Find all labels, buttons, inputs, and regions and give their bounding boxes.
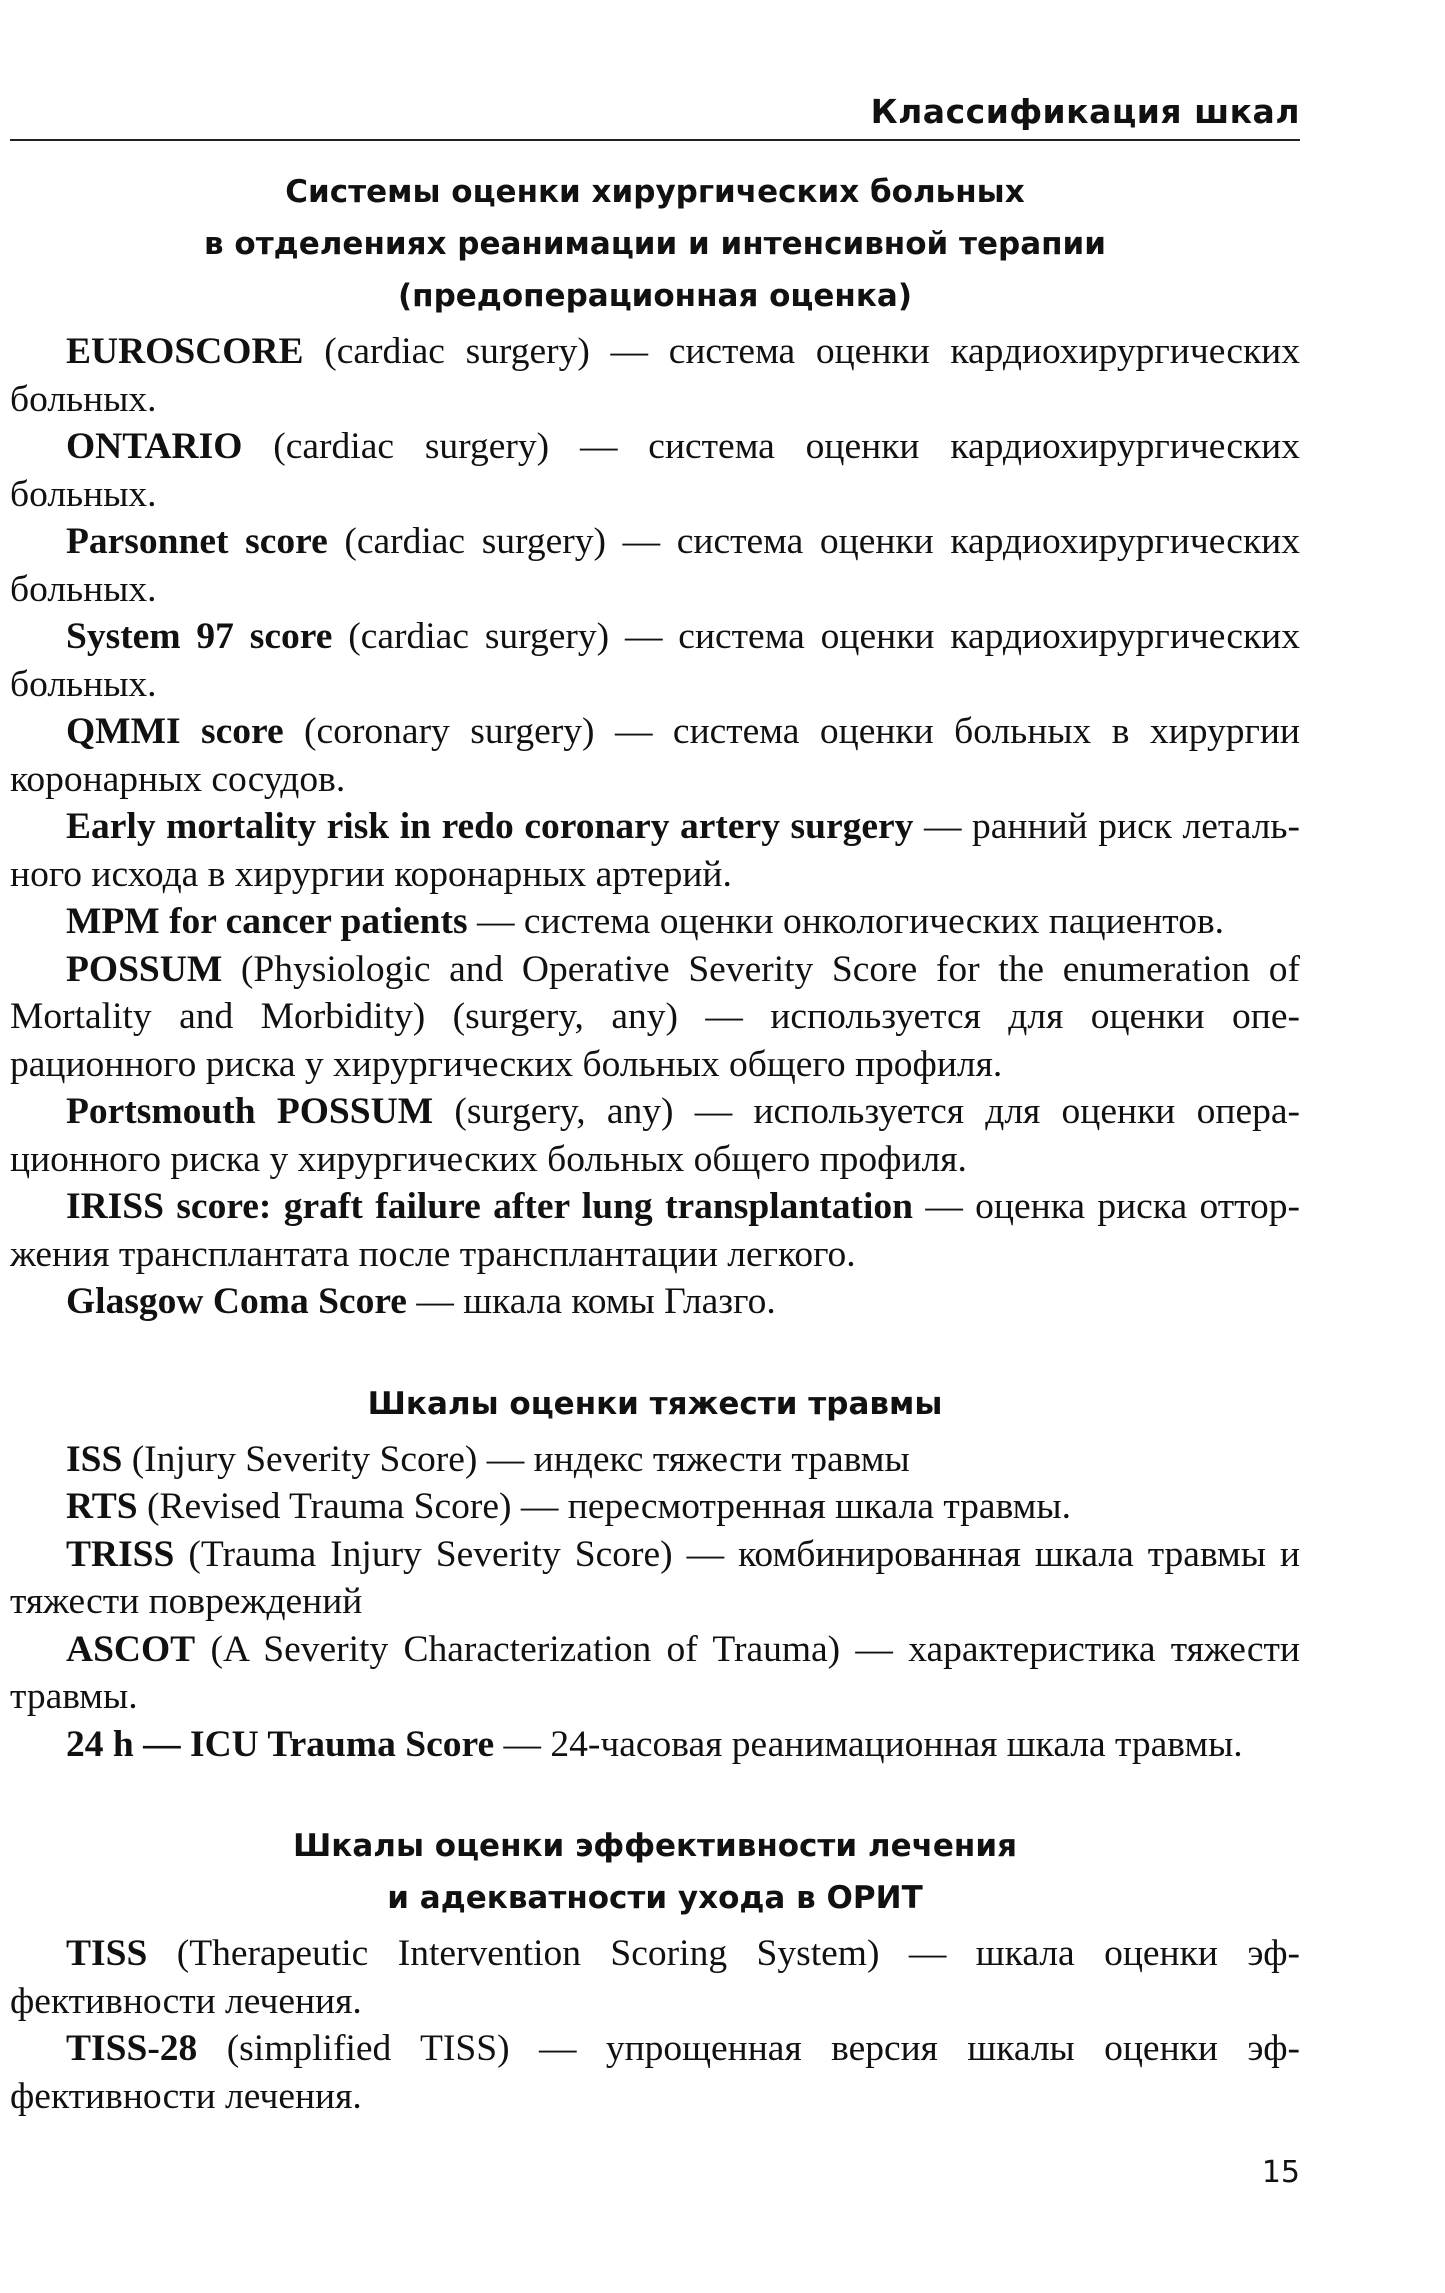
score-term: System 97 score	[66, 616, 333, 657]
header-rule	[10, 139, 1300, 141]
score-description: (simplified TISS) — упрощенная версия шкалы оценки эффективности лечения.	[10, 2028, 1300, 2117]
score-entry	[10, 1531, 1300, 1626]
score-term: EUROSCORE	[66, 331, 304, 372]
score-description: (surgery, any) — используется для оценки операционного риска у хирургических больных общего профиля.	[10, 1091, 1300, 1180]
score-description: — оценка риска отторжения трансплантата после трансплантации легкого.	[10, 1186, 1300, 1275]
score-description: — 24-часовая реанимационная шкала травмы.	[494, 1723, 1243, 1765]
section-trauma-scores	[10, 1378, 1300, 1769]
score-term: 24 h — ICU Trauma Score	[66, 1723, 495, 1765]
score-entry	[10, 708, 1300, 803]
score-entry	[10, 613, 1300, 708]
score-description: — шкала комы Глазго.	[406, 1281, 776, 1322]
score-description: (A Severity Characterization of Trauma) — характеристика тяжести травмы.	[10, 1628, 1300, 1717]
score-term: RTS	[66, 1486, 138, 1527]
score-description: (cardiac surgery) — система оценки кардиохирургических больных.	[10, 331, 1300, 420]
score-description: (coronary surgery) — система оценки больных в хирургии коронарных сосудов.	[10, 711, 1300, 800]
score-entry	[10, 423, 1300, 518]
section-title-line: Системы оценки хирургических больных	[285, 174, 1025, 210]
score-description: (cardiac surgery) — система оценки кардиохирургических больных.	[10, 616, 1301, 705]
score-entry	[10, 1483, 1300, 1531]
score-term: Early mortality risk in redo coronary artery surgery	[66, 806, 914, 847]
score-entry	[10, 1626, 1300, 1721]
section-title	[10, 166, 1300, 322]
score-entry	[10, 946, 1300, 1089]
score-entry	[10, 1088, 1300, 1183]
score-description: (cardiac surgery) — система оценки кардиохирургических больных.	[10, 521, 1300, 610]
score-entry	[10, 2025, 1300, 2120]
score-term: TISS	[66, 1933, 148, 1974]
section-title-line: Шкалы оценки эффективности лечения	[293, 1828, 1017, 1864]
section-title-line: (предоперационная оценка)	[398, 278, 912, 314]
score-term: TISS-28	[66, 2028, 198, 2069]
section-title-line: Шкалы оценки тяжести травмы	[367, 1385, 943, 1422]
score-description: (cardiac surgery) — система оценки кардиохирургических больных.	[10, 426, 1300, 515]
page-number: 15	[1261, 2155, 1300, 2190]
score-term: ASCOT	[66, 1628, 196, 1670]
section-treatment-efficiency-scores	[10, 1820, 1300, 2120]
score-term: MPM for cancer patients	[66, 901, 468, 942]
score-entry	[10, 1436, 1300, 1484]
score-description: (Therapeutic Intervention Scoring System) — шкала оценки эффективности лечения.	[10, 1933, 1300, 2022]
section-title	[10, 1378, 1300, 1430]
running-header: Классификация шкал	[870, 92, 1300, 131]
score-term: Portsmouth POSSUM	[66, 1091, 434, 1132]
score-description: — система оценки онкологических пациентов.	[467, 901, 1225, 942]
score-description: — ранний риск летального исхода в хирургии коронарных артерий.	[10, 806, 1301, 895]
score-entry	[10, 1278, 1300, 1326]
score-term: IRISS score: graft failure after lung transplantation	[66, 1186, 913, 1227]
score-term: POSSUM	[66, 948, 223, 990]
score-entry	[10, 1721, 1300, 1769]
section-title	[10, 1820, 1300, 1924]
score-description: (Trauma Injury Severity Score) — комбинированная шкала травмы и тяжести повреждений	[10, 1533, 1300, 1622]
score-entry	[10, 898, 1300, 946]
score-entry	[10, 518, 1300, 613]
section-surgical-scores	[10, 166, 1300, 1326]
score-description: (Injury Severity Score) — индекс тяжести травмы	[122, 1438, 910, 1480]
score-description: (Physiologic and Operative Severity Score for the enumeration of Mortality and Morbidity) (surgery, any) — используется для оценки операционного риска у хирургических больных общего профиля.	[10, 948, 1300, 1085]
score-description: (Revised Trauma Score) — пересмотренная шкала травмы.	[137, 1486, 1071, 1527]
score-entry	[10, 1930, 1300, 2025]
score-term: ONTARIO	[66, 426, 243, 467]
page-content	[10, 166, 1300, 2120]
section-title-line: и адекватности ухода в ОРИТ	[387, 1880, 923, 1916]
score-term: Glasgow Coma Score	[66, 1281, 407, 1322]
section-title-line: в отделениях реанимации и интенсивной терапии	[203, 226, 1106, 262]
score-entry	[10, 328, 1300, 423]
score-entry	[10, 1183, 1300, 1278]
score-term: ISS	[66, 1438, 123, 1480]
book-page	[10, 0, 1300, 2293]
score-term: QMMI score	[66, 711, 284, 752]
score-entry	[10, 803, 1300, 898]
score-term: Parsonnet score	[66, 521, 328, 562]
score-term: TRISS	[66, 1533, 175, 1575]
